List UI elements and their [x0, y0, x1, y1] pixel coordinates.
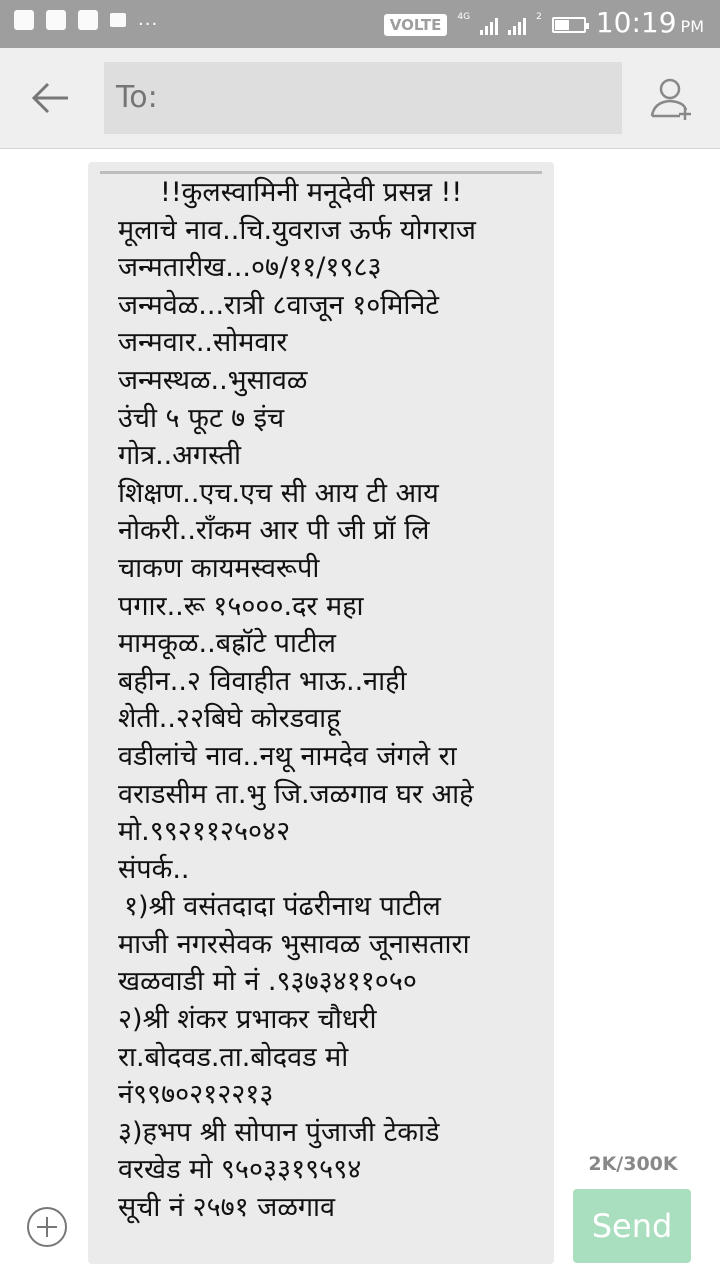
message-line: मो.९९२११२५०४२	[118, 816, 291, 848]
message-draft[interactable]	[88, 162, 554, 1264]
message-line: रा.बोदवड.ता.बोदवड मो	[118, 1041, 349, 1073]
message-line: नं९९७०२१२२१३	[118, 1079, 274, 1111]
message-line: संपर्क..	[118, 853, 190, 885]
message-line: नोकरी..रॉंकम आर पी जी प्रॉ लि	[118, 515, 430, 547]
message-line: गोत्र..अगस्ती	[118, 440, 241, 472]
arrow-left-icon	[26, 78, 76, 118]
image-icon	[110, 13, 126, 27]
add-contact-icon	[648, 74, 696, 122]
chat-icon	[46, 10, 66, 30]
message-line: वरखेड मो ९५०३३१९५९४	[118, 1154, 362, 1186]
message-line: बहीन..२ विवाहीत भाऊ..नाही	[118, 665, 407, 697]
message-line: २)श्री शंकर प्रभाकर चौधरी	[118, 1004, 377, 1036]
message-line: शिक्षण..एच.एच सी आय टी आय	[118, 477, 439, 509]
clock-time: 10:19	[595, 6, 677, 39]
message-line: मूलाचे नाव..चि.युवराज ऊर्फ योगराज	[118, 214, 476, 246]
message-line: जन्मतारीख...०७/११/१९८३	[118, 252, 382, 284]
message-line: १)श्री वसंतदादा पंढरीनाथ पाटील	[124, 891, 441, 923]
sim2-label: 2	[536, 12, 542, 22]
message-line: खळवाडी मो नं .९३७३४११०५०	[118, 966, 417, 998]
compose-header	[0, 48, 720, 149]
facebook-icon	[14, 10, 34, 30]
message-line: उंची ५ फूट ७ इंच	[118, 402, 285, 434]
status-bar	[0, 0, 720, 48]
message-line: शेती..२२बिघे कोरडवाहू	[118, 703, 341, 735]
add-contact-button[interactable]	[648, 74, 696, 122]
message-line: !!कुलस्वामिनी मनूदेवी प्रसन्न !!	[160, 177, 463, 208]
send-button[interactable]: Send	[573, 1189, 691, 1263]
recipient-input[interactable]: To:	[104, 62, 622, 134]
battery-fill	[555, 20, 569, 30]
signal-icon-sim1	[480, 15, 498, 35]
volte-badge: VOLTE	[384, 14, 448, 36]
notification-icons	[14, 10, 158, 30]
signal-icon-sim2	[508, 15, 526, 35]
message-line: माजी नगरसेवक भुसावळ जूनासतारा	[118, 928, 470, 960]
message-line: वराडसीम ता.भु जि.जळगाव घर आहे	[118, 778, 474, 810]
message-line: चाकण कायमस्वरूपी	[118, 552, 320, 584]
message-line: मामकूळ..बह्रॉटे पाटील	[118, 628, 336, 660]
character-counter: 2K/300K	[588, 1153, 678, 1175]
clock-ampm: PM	[680, 17, 704, 36]
clock	[596, 8, 704, 42]
back-button[interactable]	[26, 78, 76, 118]
network-type-label: 4G	[457, 12, 471, 22]
message-line: वडीलांचे नाव..नथू नामदेव जंगले रा	[118, 740, 457, 772]
message-line: जन्मस्थळ..भुसावळ	[118, 364, 308, 396]
message-line: सूची नं २५७१ जळगाव	[118, 1192, 336, 1224]
message-line: ३)हभप श्री सोपान पुंजाजी टेकाडे	[118, 1116, 440, 1148]
gmail-icon	[78, 10, 98, 30]
message-line: जन्मवेळ...रात्री ८वाजून १०मिनिटे	[118, 289, 440, 321]
attach-button[interactable]	[27, 1207, 67, 1247]
battery-icon	[552, 17, 586, 33]
system-status	[384, 8, 704, 42]
more-notifications: ...	[138, 9, 159, 30]
message-line: पगार..रू १५०००.दर महा	[118, 590, 364, 622]
message-line: जन्मवार..सोमवार	[118, 327, 288, 359]
